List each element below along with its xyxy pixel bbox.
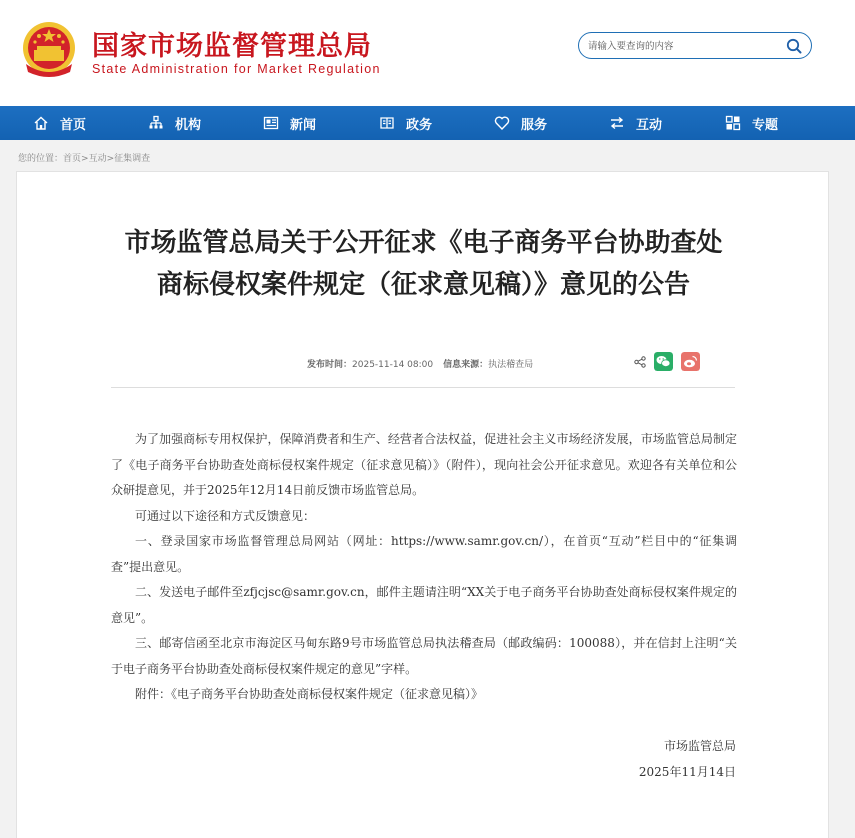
- breadcrumb: [18, 151, 150, 164]
- site-header: [0, 0, 855, 106]
- article-body: [111, 427, 737, 708]
- article-container: [16, 171, 829, 838]
- breadcrumb-item-survey[interactable]: 征集调查: [114, 154, 151, 164]
- news-icon: [263, 115, 279, 131]
- nav-item-news[interactable]: [263, 106, 316, 140]
- article-paragraph: 附件：《电子商务平台协助查处商标侵权案件规定（征求意见稿）》: [135, 687, 484, 701]
- search-box: [578, 32, 812, 59]
- share-icon[interactable]: [634, 356, 646, 368]
- source: 执法稽查局: [488, 360, 534, 370]
- breadcrumb-separator: >: [106, 154, 115, 164]
- nav-item-label: 政务: [406, 117, 433, 133]
- share-bar: [634, 352, 708, 371]
- nav-item-interact[interactable]: [609, 106, 662, 140]
- national-emblem-icon[interactable]: [20, 20, 78, 80]
- nav-item-label: 服务: [521, 117, 548, 133]
- search-icon[interactable]: [786, 38, 802, 54]
- home-icon: [33, 115, 49, 131]
- article-paragraph: 一、登录国家市场监督管理总局网站（网址：https://www.samr.gov.cn/），在首页“互动”栏目中的“征集调查”提出意见。: [111, 534, 737, 574]
- breadcrumb-prefix: 您的位置：: [18, 154, 64, 164]
- site-title[interactable]: 国家市场监督管理总局: [92, 31, 372, 62]
- nav-item-home[interactable]: [33, 106, 86, 140]
- article-paragraph: 三、邮寄信函至北京市海淀区马甸东路9号市场监管总局执法稽查局（邮政编码：100088），并在信封上注明“关于电子商务平台协助查处商标侵权案件规定的意见”字样。: [111, 636, 737, 676]
- publish-time-label: 发布时间：: [307, 360, 353, 370]
- nav-item-label: 首页: [60, 117, 87, 133]
- source-label: 信息来源：: [443, 360, 489, 370]
- government-icon: [379, 115, 395, 131]
- nav-item-label: 新闻: [290, 117, 317, 133]
- org-icon: [148, 115, 164, 131]
- nav-item-label: 专题: [752, 117, 779, 133]
- article-paragraph: 二、发送电子邮件至zfjcjsc@samr.gov.cn，邮件主题请注明“XX关于电子商务平台协助查处商标侵权案件规定的意见”。: [111, 585, 737, 625]
- nav-item-org[interactable]: [148, 106, 201, 140]
- site-title-english[interactable]: State Administration for Market Regulation: [92, 62, 381, 76]
- publish-time: 2025-11-14 08:00: [352, 360, 434, 370]
- breadcrumb-item-interact[interactable]: 互动: [88, 154, 107, 164]
- article-title: 市场监管总局关于公开征求《电子商务平台协助查处商标侵权案件规定（征求意见稿）》意见的公告: [124, 228, 723, 300]
- breadcrumb-item-home[interactable]: 首页: [63, 154, 82, 164]
- nav-item-government[interactable]: [379, 106, 432, 140]
- main-nav: [0, 106, 855, 140]
- article-paragraph: 为了加强商标专用权保护，保障消费者和生产、经营者合法权益，促进社会主义市场经济发展，市场监管总局制定了《电子商务平台协助查处商标侵权案件规定（征求意见稿）》（附件），现向社会公开征求意见。欢迎各有关单位和公众研提意见，并于2025年12月14日前反馈市场监管总局。: [111, 432, 737, 497]
- service-icon: [494, 115, 510, 131]
- article-paragraph: 可通过以下途径和方式反馈意见：: [135, 508, 316, 523]
- weibo-icon[interactable]: [681, 352, 700, 371]
- wechat-icon[interactable]: [654, 352, 673, 371]
- title-divider: [111, 387, 735, 388]
- nav-item-service[interactable]: [494, 106, 547, 140]
- topic-icon: [725, 115, 741, 131]
- interact-icon: [609, 115, 625, 131]
- article-signature: 市场监管总局: [663, 739, 736, 753]
- search-input[interactable]: [588, 37, 778, 55]
- nav-item-topic[interactable]: [725, 106, 778, 140]
- article-meta: [307, 357, 533, 370]
- nav-item-label: 互动: [636, 117, 663, 133]
- breadcrumb-separator: >: [81, 154, 89, 164]
- article-date: 2025年11月14日: [638, 765, 736, 779]
- nav-item-label: 机构: [175, 117, 202, 133]
